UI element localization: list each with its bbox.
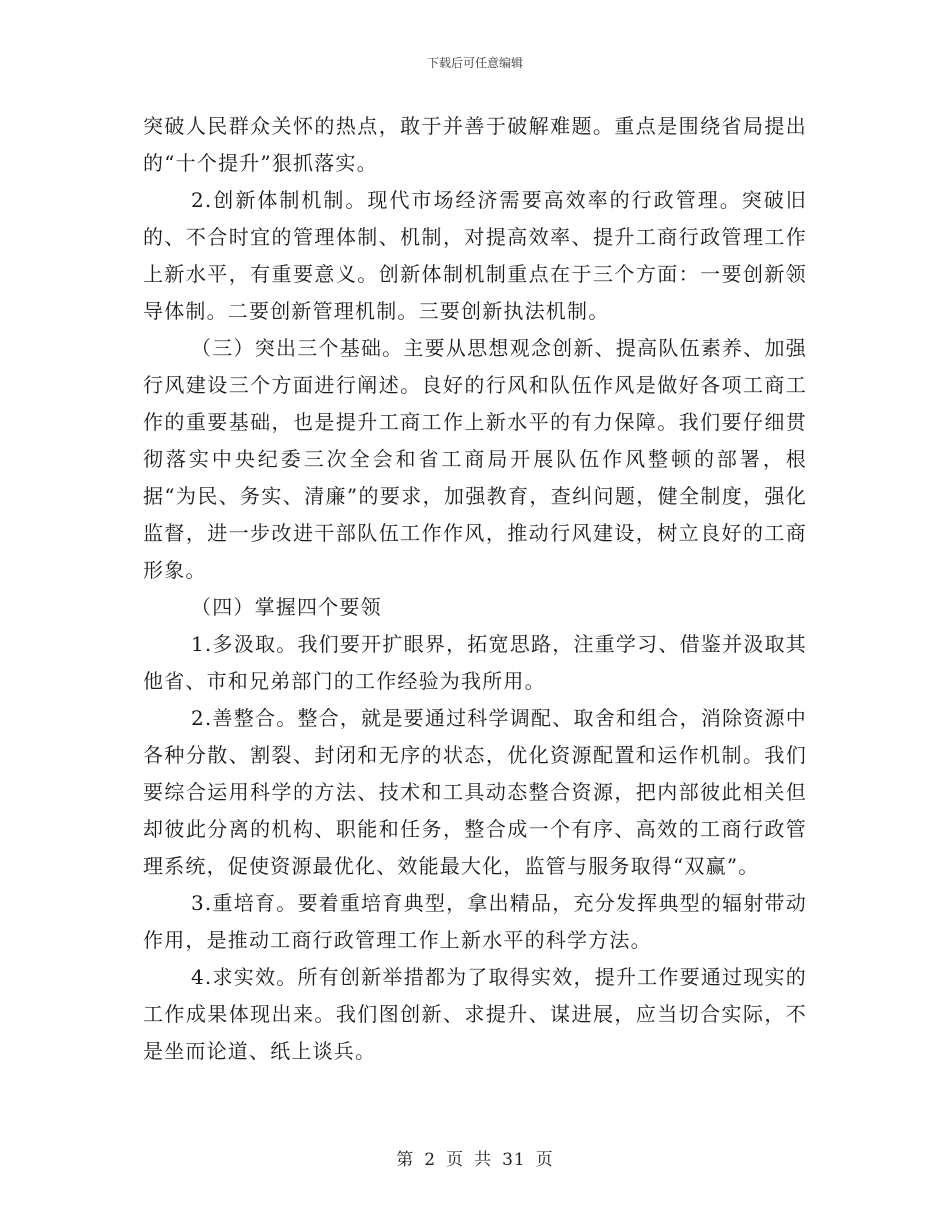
paragraph-continuation: 突破人民群众关怀的热点，敢于并善于破解难题。重点是围绕省局提出的“十个提升”狠抓落实。 <box>143 114 807 175</box>
page-footer <box>0 1145 950 1170</box>
section-heading-four-essentials: （四）掌握四个要领 <box>191 595 382 619</box>
paragraph-effectiveness: 4.求实效。所有创新举措都为了取得实效，提升工作要通过现实的工作成果体现出来。我们图创新、求提升、谋进展，应当切合实际，不是坐而论道、纸上谈兵。 <box>143 965 807 1063</box>
paragraph-absorb: 1.多汲取。我们要开扩眼界，拓宽思路，注重学习、借鉴并汲取其他省、市和兄弟部门的工作经验为我所用。 <box>143 632 807 693</box>
paragraph-cultivate: 3.重培育。要着重培育典型，拿出精品，充分发挥典型的辐射带动作用，是推动工商行政管理工作上新水平的科学方法。 <box>143 891 807 952</box>
footer-suffix: 页 <box>535 1150 554 1170</box>
footer-total-pages: 31 <box>502 1150 526 1170</box>
footer-total-word: 共 <box>474 1150 493 1170</box>
footer-prefix: 第 <box>396 1150 415 1170</box>
paragraph-integrate: 2.善整合。整合，就是要通过科学调配、取舍和组合，消除资源中各种分散、割裂、封闭和无序的状态，优化资源配置和运作机制。我们要综合运用科学的方法、技术和工具动态整合资源，把内部彼此相关但却彼此分离的机构、职能和任务，整合成一个有序、高效的工商行政管理系统，促使资源最优化、效能最大化，监管与服务取得“双赢”。 <box>143 706 807 878</box>
paragraph-three-foundations: （三）突出三个基础。主要从思想观念创新、提高队伍素养、加强行风建设三个方面进行阐述。良好的行风和队伍作风是做好各项工商工作的重要基础，也是提升工商工作上新水平的有力保障。我们要仔细贯彻落实中央纪委三次全会和省工商局开展队伍作风整顿的部署，根据“为民、务实、清廉”的要求，加强教育，查纠问题，健全制度，强化监督，进一步改进干部队伍工作作风，推动行风建设，树立良好的工商形象。 <box>143 336 807 582</box>
footer-page-word: 页 <box>446 1150 465 1170</box>
document-body <box>143 108 807 1070</box>
paragraph-innovation-mechanism: 2.创新体制机制。现代市场经济需要高效率的行政管理。突破旧的、不合时宜的管理体制、机制，对提高效率、提升工商行政管理工作上新水平，有重要意义。创新体制机制重点在于三个方面：一要创新领导体制。二要创新管理机制。三要创新执法机制。 <box>143 188 807 323</box>
page-header: 下载后可任意编辑 <box>426 56 523 70</box>
footer-current-page: 2 <box>424 1150 437 1170</box>
